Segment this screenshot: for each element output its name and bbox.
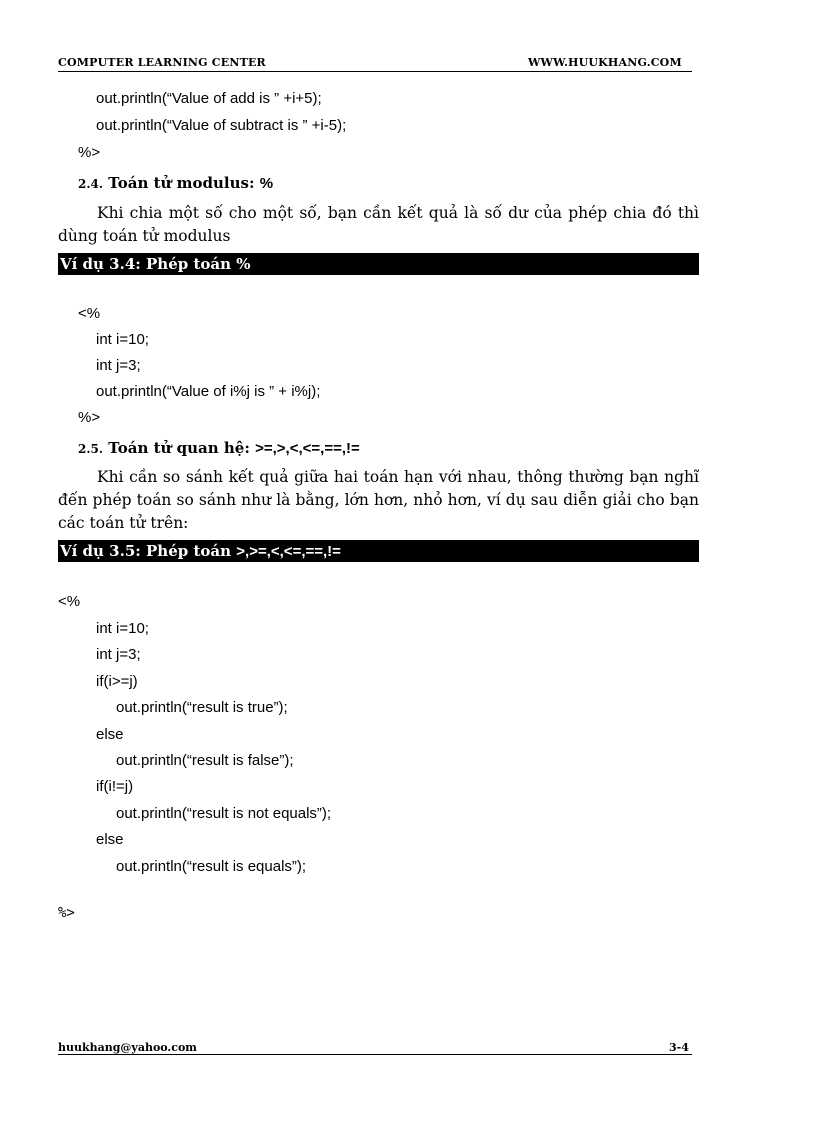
example-3-5-banner	[58, 540, 699, 562]
example-label: Ví dụ 3.5: Phép toán	[60, 542, 232, 560]
paragraph-relational: Khi cần so sánh kết quả giữa hai toán hạn với nhau, thông thường bạn nghĩ đến phép toán so sánh như là bằng, lớn hơn, nhỏ hơn, ví dụ sau diễn giải cho bạn các toán tử trên:	[58, 468, 699, 532]
code-line: <%	[78, 305, 101, 322]
code-line: out.println(“Value of subtract is ” +i-5);	[96, 117, 347, 134]
header-left-title: COMPUTER LEARNING CENTER	[58, 56, 266, 69]
code-line: int j=3;	[96, 646, 141, 663]
section-number: 2.5.	[78, 442, 104, 456]
example-operators: >,>=,<,<=,==,!=	[236, 543, 341, 560]
example-3-4-banner: Ví dụ 3.4: Phép toán %	[58, 253, 699, 275]
code-line: <%	[58, 593, 81, 610]
footer-divider	[58, 1054, 692, 1055]
section-heading-relational	[78, 439, 360, 457]
section-heading-modulus	[78, 174, 273, 192]
code-line: out.println(“result is not equals”);	[116, 805, 332, 822]
code-line: int j=3;	[96, 357, 141, 374]
code-line: out.println(“Value of i%j is ” + i%j);	[96, 383, 321, 400]
section-symbol: >=,>,<,<=,==,!=	[255, 440, 360, 457]
code-line: out.println(“result is equals”);	[116, 858, 307, 875]
section-title: Toán tử quan hệ:	[108, 439, 250, 457]
section-symbol: %	[259, 175, 274, 192]
section-number: 2.4.	[78, 177, 104, 191]
code-line: int i=10;	[96, 620, 149, 637]
footer-page-number: 3-4	[669, 1041, 689, 1054]
code-line: int i=10;	[96, 331, 149, 348]
code-line: %>	[78, 144, 101, 161]
header-right-url: WWW.HUUKHANG.COM	[528, 56, 682, 69]
code-line: out.println(“result is true”);	[116, 699, 288, 716]
footer-email: huukhang@yahoo.com	[58, 1041, 197, 1054]
code-line: %>	[58, 905, 75, 921]
header-divider	[58, 71, 692, 72]
code-line: else	[96, 726, 124, 743]
section-title: Toán tử modulus:	[108, 174, 255, 192]
code-line: out.println(“result is false”);	[116, 752, 294, 769]
code-line: if(i!=j)	[96, 778, 134, 795]
code-line: %>	[78, 409, 101, 426]
code-line: else	[96, 831, 124, 848]
code-line: if(i>=j)	[96, 673, 138, 690]
paragraph-modulus: Khi chia một số cho một số, bạn cần kết quả là số dư của phép chia đó thì dùng toán tử modulus	[58, 204, 699, 245]
code-line: out.println(“Value of add is ” +i+5);	[96, 90, 322, 107]
